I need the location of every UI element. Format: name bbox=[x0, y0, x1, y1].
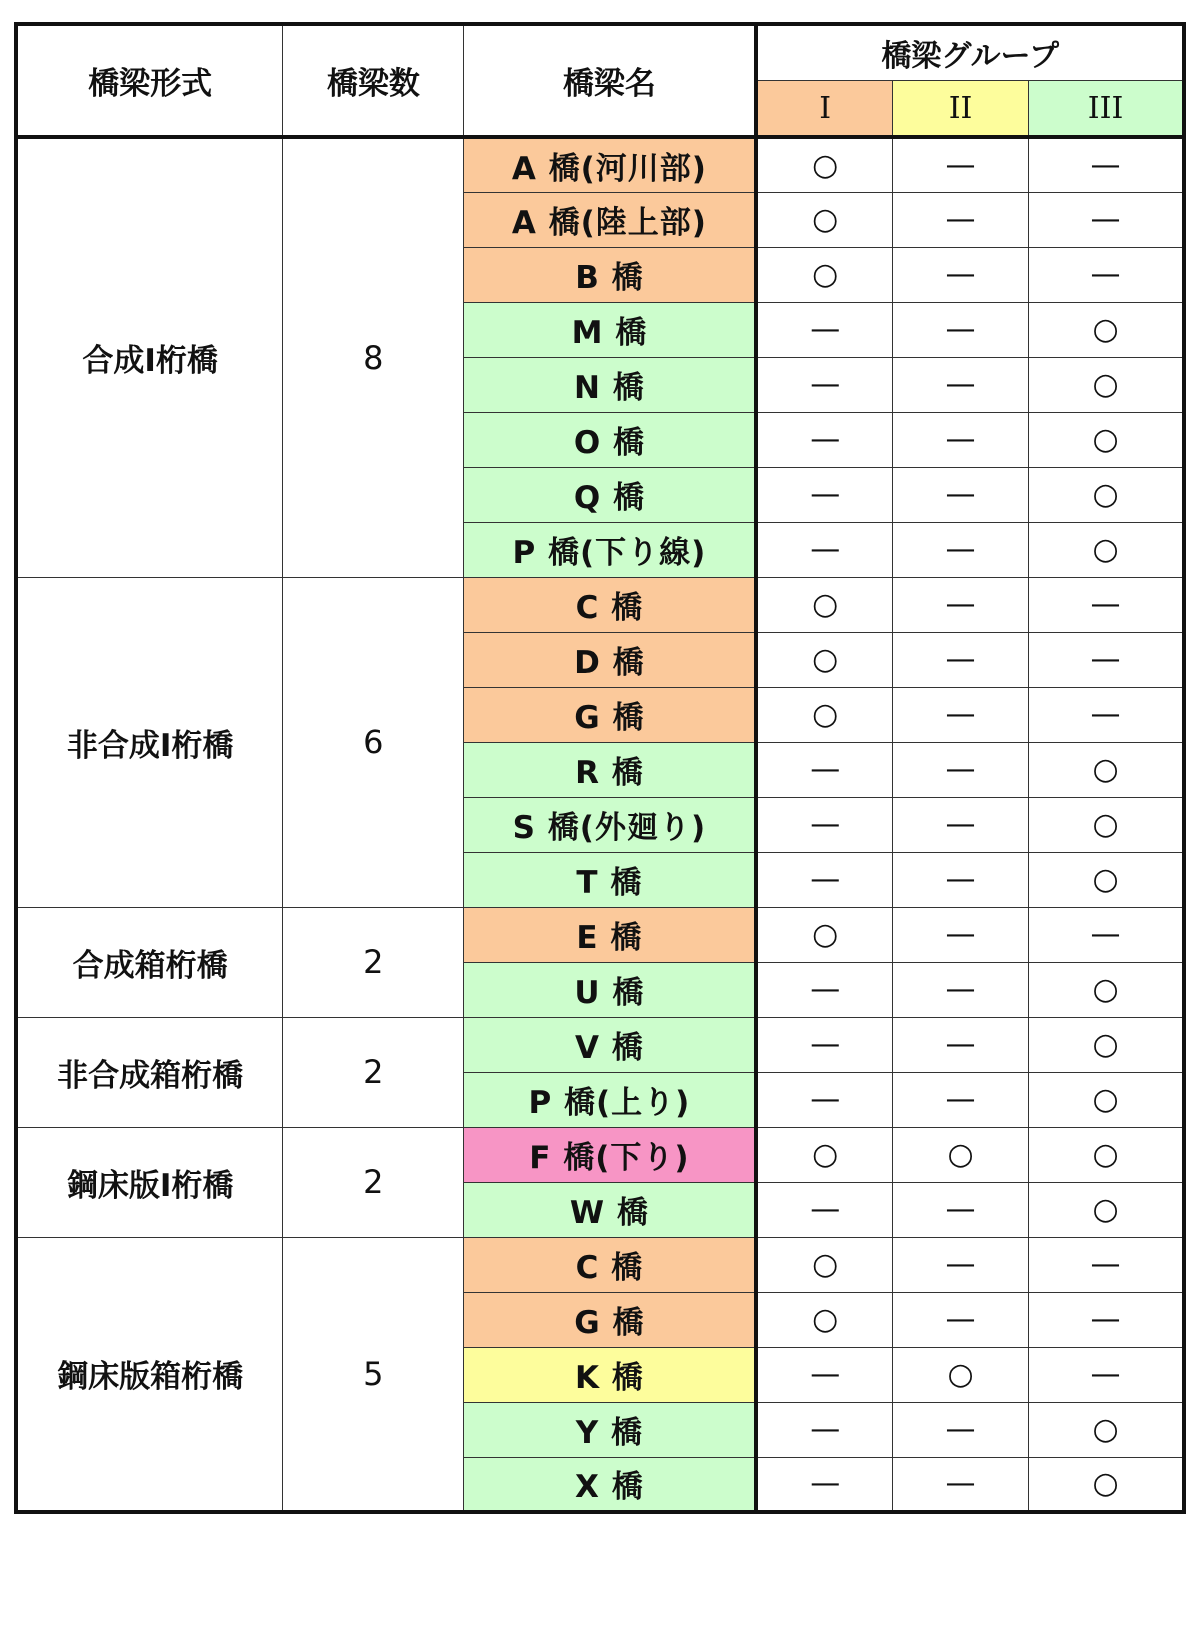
group-1-mark: ○ bbox=[756, 247, 892, 302]
bridge-name-cell: U 橋 bbox=[464, 962, 757, 1017]
group-1-mark: — bbox=[756, 522, 892, 577]
group-3-mark: — bbox=[1029, 247, 1184, 302]
table-row bbox=[16, 1127, 1184, 1182]
bridge-name-cell: A 橋(河川部) bbox=[464, 137, 757, 192]
table-row bbox=[16, 577, 1184, 632]
group-3-mark: ○ bbox=[1029, 797, 1184, 852]
group-3-mark: — bbox=[1029, 687, 1184, 742]
group-1-mark: — bbox=[756, 467, 892, 522]
group-3-mark: ○ bbox=[1029, 467, 1184, 522]
group-1-mark: ○ bbox=[756, 1292, 892, 1347]
table-row bbox=[16, 1237, 1184, 1292]
group-3-mark: ○ bbox=[1029, 412, 1184, 467]
group-2-mark: — bbox=[893, 412, 1029, 467]
bridge-name-cell: T 橋 bbox=[464, 852, 757, 907]
bridge-count-cell: 2 bbox=[283, 907, 464, 1017]
group-3-mark: ○ bbox=[1029, 1402, 1184, 1457]
group-3-mark: — bbox=[1029, 137, 1184, 192]
header-bridge-name: 橋梁名 bbox=[464, 24, 757, 137]
group-1-mark: ○ bbox=[756, 907, 892, 962]
group-3-mark: ○ bbox=[1029, 302, 1184, 357]
group-2-mark: ○ bbox=[893, 1347, 1029, 1402]
table-row bbox=[16, 137, 1184, 192]
group-2-mark: — bbox=[893, 577, 1029, 632]
group-3-mark: ○ bbox=[1029, 1457, 1184, 1512]
group-1-mark: — bbox=[756, 1017, 892, 1072]
group-3-mark: ○ bbox=[1029, 357, 1184, 412]
header-bridge-count: 橋梁数 bbox=[283, 24, 464, 137]
table-header bbox=[16, 24, 1184, 137]
header-group-2: II bbox=[893, 81, 1029, 138]
group-3-mark: ○ bbox=[1029, 962, 1184, 1017]
group-1-mark: — bbox=[756, 1457, 892, 1512]
group-3-mark: ○ bbox=[1029, 1017, 1184, 1072]
bridge-group-table bbox=[14, 22, 1186, 1514]
bridge-name-cell: C 橋 bbox=[464, 577, 757, 632]
bridge-type-cell: 鋼床版I桁橋 bbox=[16, 1127, 283, 1237]
bridge-group-table-container bbox=[14, 22, 1186, 1514]
bridge-type-cell: 合成I桁橋 bbox=[16, 137, 283, 577]
group-2-mark: — bbox=[893, 522, 1029, 577]
bridge-name-cell: A 橋(陸上部) bbox=[464, 192, 757, 247]
group-2-mark: — bbox=[893, 1072, 1029, 1127]
bridge-name-cell: G 橋 bbox=[464, 1292, 757, 1347]
group-2-mark: — bbox=[893, 1182, 1029, 1237]
group-2-mark: — bbox=[893, 852, 1029, 907]
bridge-count-cell: 6 bbox=[283, 577, 464, 907]
group-3-mark: ○ bbox=[1029, 1127, 1184, 1182]
group-3-mark: ○ bbox=[1029, 522, 1184, 577]
bridge-name-cell: G 橋 bbox=[464, 687, 757, 742]
group-1-mark: — bbox=[756, 962, 892, 1017]
bridge-name-cell: F 橋(下り) bbox=[464, 1127, 757, 1182]
group-1-mark: ○ bbox=[756, 687, 892, 742]
group-3-mark: ○ bbox=[1029, 1072, 1184, 1127]
bridge-name-cell: D 橋 bbox=[464, 632, 757, 687]
group-3-mark: — bbox=[1029, 1292, 1184, 1347]
group-2-mark: — bbox=[893, 137, 1029, 192]
group-1-mark: ○ bbox=[756, 577, 892, 632]
table-row bbox=[16, 1017, 1184, 1072]
group-2-mark: — bbox=[893, 907, 1029, 962]
group-1-mark: ○ bbox=[756, 632, 892, 687]
group-2-mark: — bbox=[893, 742, 1029, 797]
bridge-name-cell: V 橋 bbox=[464, 1017, 757, 1072]
group-1-mark: ○ bbox=[756, 137, 892, 192]
bridge-name-cell: O 橋 bbox=[464, 412, 757, 467]
group-3-mark: — bbox=[1029, 192, 1184, 247]
bridge-count-cell: 8 bbox=[283, 137, 464, 577]
table-row bbox=[16, 907, 1184, 962]
group-1-mark: — bbox=[756, 1072, 892, 1127]
group-1-mark: — bbox=[756, 852, 892, 907]
group-3-mark: — bbox=[1029, 577, 1184, 632]
group-3-mark: — bbox=[1029, 907, 1184, 962]
bridge-name-cell: W 橋 bbox=[464, 1182, 757, 1237]
bridge-count-cell: 5 bbox=[283, 1237, 464, 1512]
bridge-name-cell: C 橋 bbox=[464, 1237, 757, 1292]
bridge-type-cell: 鋼床版箱桁橋 bbox=[16, 1237, 283, 1512]
bridge-name-cell: S 橋(外廻り) bbox=[464, 797, 757, 852]
group-1-mark: — bbox=[756, 357, 892, 412]
bridge-type-cell: 合成箱桁橋 bbox=[16, 907, 283, 1017]
group-1-mark: ○ bbox=[756, 1237, 892, 1292]
group-1-mark: — bbox=[756, 1182, 892, 1237]
bridge-name-cell: R 橋 bbox=[464, 742, 757, 797]
group-3-mark: — bbox=[1029, 632, 1184, 687]
group-1-mark: — bbox=[756, 1347, 892, 1402]
group-3-mark: — bbox=[1029, 1347, 1184, 1402]
bridge-count-cell: 2 bbox=[283, 1127, 464, 1237]
group-2-mark: — bbox=[893, 632, 1029, 687]
bridge-name-cell: X 橋 bbox=[464, 1457, 757, 1512]
group-3-mark: ○ bbox=[1029, 742, 1184, 797]
group-2-mark: — bbox=[893, 797, 1029, 852]
group-3-mark: — bbox=[1029, 1237, 1184, 1292]
bridge-name-cell: M 橋 bbox=[464, 302, 757, 357]
group-2-mark: — bbox=[893, 302, 1029, 357]
group-2-mark: — bbox=[893, 1017, 1029, 1072]
bridge-name-cell: E 橋 bbox=[464, 907, 757, 962]
bridge-name-cell: P 橋(上り) bbox=[464, 1072, 757, 1127]
group-2-mark: — bbox=[893, 192, 1029, 247]
group-1-mark: — bbox=[756, 302, 892, 357]
group-2-mark: — bbox=[893, 962, 1029, 1017]
group-3-mark: ○ bbox=[1029, 852, 1184, 907]
header-bridge-type: 橋梁形式 bbox=[16, 24, 283, 137]
bridge-name-cell: Q 橋 bbox=[464, 467, 757, 522]
group-1-mark: — bbox=[756, 742, 892, 797]
bridge-name-cell: Y 橋 bbox=[464, 1402, 757, 1457]
header-group-1: I bbox=[756, 81, 892, 138]
group-2-mark: — bbox=[893, 1402, 1029, 1457]
group-2-mark: — bbox=[893, 467, 1029, 522]
group-2-mark: ○ bbox=[893, 1127, 1029, 1182]
bridge-type-cell: 非合成箱桁橋 bbox=[16, 1017, 283, 1127]
group-1-mark: — bbox=[756, 1402, 892, 1457]
bridge-name-cell: P 橋(下り線) bbox=[464, 522, 757, 577]
group-2-mark: — bbox=[893, 687, 1029, 742]
group-2-mark: — bbox=[893, 357, 1029, 412]
table-body bbox=[16, 137, 1184, 1512]
bridge-count-cell: 2 bbox=[283, 1017, 464, 1127]
group-3-mark: ○ bbox=[1029, 1182, 1184, 1237]
group-2-mark: — bbox=[893, 1457, 1029, 1512]
group-2-mark: — bbox=[893, 1237, 1029, 1292]
header-group-3: III bbox=[1029, 81, 1184, 138]
bridge-name-cell: N 橋 bbox=[464, 357, 757, 412]
bridge-name-cell: K 橋 bbox=[464, 1347, 757, 1402]
group-2-mark: — bbox=[893, 1292, 1029, 1347]
group-2-mark: — bbox=[893, 247, 1029, 302]
bridge-name-cell: B 橋 bbox=[464, 247, 757, 302]
bridge-type-cell: 非合成I桁橋 bbox=[16, 577, 283, 907]
header-bridge-group: 橋梁グループ bbox=[756, 24, 1184, 81]
group-1-mark: ○ bbox=[756, 1127, 892, 1182]
group-1-mark: — bbox=[756, 412, 892, 467]
group-1-mark: — bbox=[756, 797, 892, 852]
group-1-mark: ○ bbox=[756, 192, 892, 247]
